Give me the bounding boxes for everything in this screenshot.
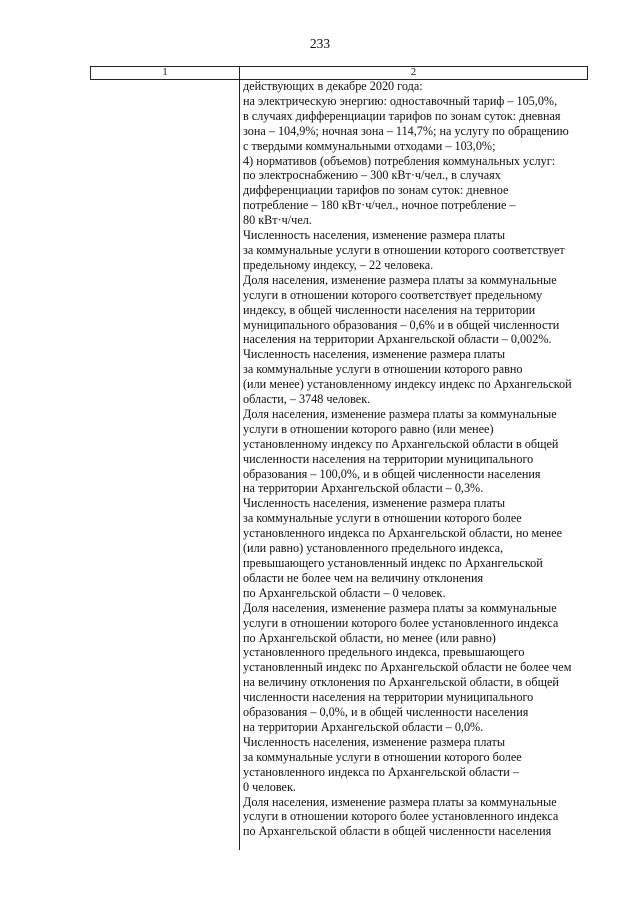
- text-line: действующих в декабре 2020 года:: [243, 79, 423, 93]
- text-line: услуги в отношении которого соответствует предельному: [243, 287, 543, 302]
- text-line: за коммунальные услуги в отношении которого соответствует: [243, 242, 565, 257]
- text-line: области не более чем на величину отклонения: [243, 570, 484, 585]
- table-header-row: [90, 66, 588, 80]
- text-line: за коммунальные услуги в отношении которого более: [243, 511, 522, 526]
- column-divider: [239, 80, 240, 850]
- text-line: за коммунальные услуги в отношении которого более: [243, 749, 522, 764]
- text-line: услуги в отношении которого более установленного индекса: [243, 809, 559, 824]
- text-line: 4) нормативов (объемов) потребления коммунальных услуг:: [243, 153, 556, 168]
- text-line: установленный индекс по Архангельской области не более чем: [243, 660, 572, 675]
- text-line: муниципального образования – 0,6% и в общей численности: [243, 317, 560, 332]
- text-line: предельному индексу, – 22 человека.: [243, 257, 434, 272]
- text-line: Доля населения, изменение размера платы за коммунальные: [243, 272, 557, 287]
- text-line: Численность населения, изменение размера платы: [243, 347, 506, 362]
- text-line: установленному индексу по Архангельской области в общей: [243, 436, 559, 451]
- text-line: Доля населения, изменение размера платы за коммунальные: [243, 406, 557, 421]
- text-line: услуги в отношении которого более установленного индекса: [243, 615, 559, 630]
- text-line: по Архангельской области в общей численности населения: [243, 824, 552, 839]
- text-line: дифференциации тарифов по зонам суток: дневное: [243, 183, 509, 198]
- text-line: 0 человек.: [243, 779, 296, 794]
- text-line: области, – 3748 человек.: [243, 392, 371, 407]
- text-line: установленного индекса по Архангельской области –: [243, 764, 519, 779]
- text-line: в случаях дифференциации тарифов по зонам суток: дневная: [243, 108, 561, 123]
- text-line: по Архангельской области – 0 человек.: [243, 585, 446, 600]
- text-line: потребление – 180 кВт·ч/чел., ночное потребление –: [243, 198, 516, 213]
- text-line: за коммунальные услуги в отношении которого равно: [243, 362, 523, 377]
- text-line: образования – 0,0%, и в общей численности населения: [243, 705, 529, 720]
- text-line: на территории Архангельской области – 0,0%.: [243, 719, 484, 734]
- text-line: на величину отклонения по Архангельской области, в общей: [243, 675, 559, 690]
- text-line: Численность населения, изменение размера платы: [243, 734, 506, 749]
- table-header-col-2: 2: [410, 67, 417, 78]
- text-line: по Архангельской области, но менее (или равно): [243, 630, 496, 645]
- text-line: на территории Архангельской области – 0,3%.: [243, 481, 484, 496]
- text-line: Численность населения, изменение размера платы: [243, 496, 506, 511]
- text-line: Доля населения, изменение размера платы за коммунальные: [243, 600, 557, 615]
- text-line: численности населения на территории муниципального: [243, 451, 534, 466]
- text-line: численности населения на территории муниципального: [243, 690, 534, 705]
- text-line: услуги в отношении которого равно (или менее): [243, 421, 494, 436]
- text-line: по электроснабжению – 300 кВт·ч/чел., в случаях: [243, 168, 501, 183]
- text-line: установленного предельного индекса, превышающего: [243, 645, 525, 660]
- page-number: 233: [309, 36, 331, 51]
- text-line: (или равно) установленного предельного индекса,: [243, 541, 504, 556]
- text-line: Доля населения, изменение размера платы за коммунальные: [243, 794, 557, 809]
- text-line: 80 кВт·ч/чел.: [243, 213, 312, 228]
- text-line: Численность населения, изменение размера платы: [243, 228, 506, 243]
- text-line: (или менее) установленному индексу индекс по Архангельской: [243, 377, 572, 392]
- text-line: превышающего установленный индекс по Архангельской: [243, 556, 543, 570]
- text-line: установленного индекса по Архангельской области, но менее: [243, 526, 562, 541]
- text-line: населения на территории Архангельской области – 0,002%.: [243, 332, 552, 347]
- text-line: зона – 104,9%; ночная зона – 114,7%; на услугу по обращению: [243, 123, 569, 138]
- text-line: образования – 100,0%, и в общей численности населения: [243, 466, 541, 481]
- text-line: индексу, в общей численности населения на территории: [243, 302, 536, 317]
- table-header-col-1: 1: [91, 67, 240, 79]
- table-cell-text: [243, 79, 588, 839]
- text-line: на электрическую энергию: одноставочный тариф – 105,0%,: [243, 93, 558, 108]
- text-line: с твердыми коммунальными отходами – 103,0%;: [243, 138, 496, 153]
